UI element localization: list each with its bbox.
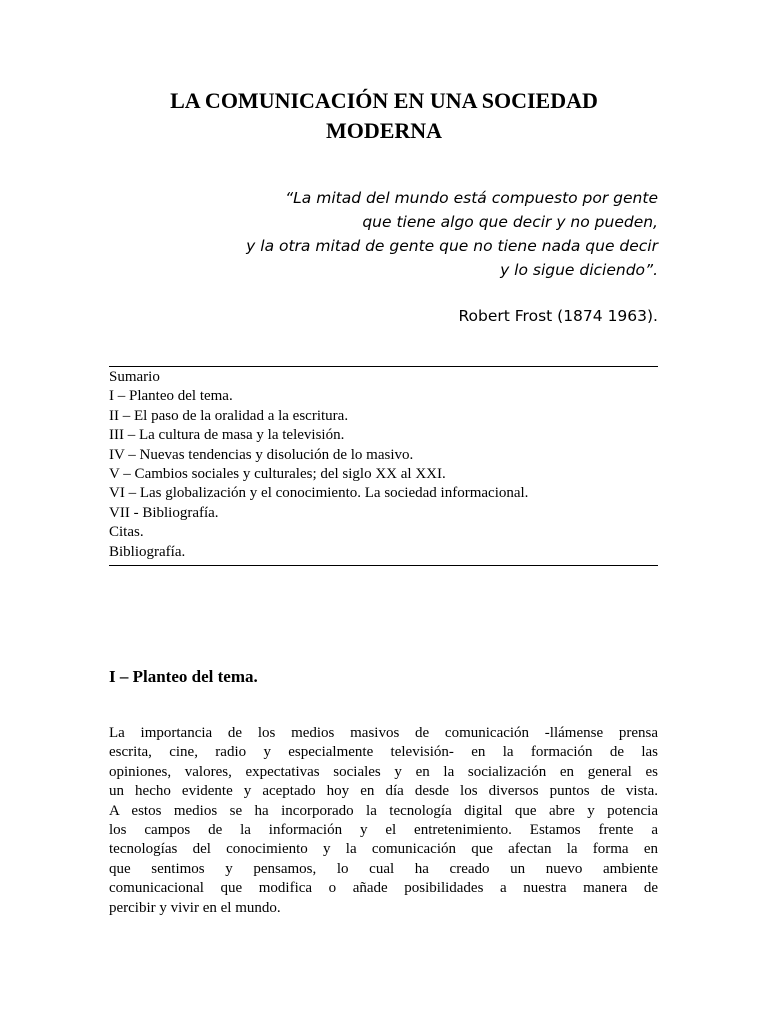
summary-item: II – El paso de la oralidad a la escritura. xyxy=(109,407,349,424)
title-line: MODERNA xyxy=(325,118,443,143)
paragraph-line: A estos medios se ha incorporado la tecnología digital que abre y potencia xyxy=(109,802,658,819)
summary-heading: Sumario xyxy=(109,369,160,385)
epigraph-line: y la otra mitad de gente que no tiene nada que decir xyxy=(246,237,658,255)
epigraph-line: que tiene algo que decir y no pueden, xyxy=(362,213,658,231)
summary-bottom-rule xyxy=(109,565,658,566)
summary-top-rule xyxy=(109,366,658,367)
paragraph-line: comunicacional que modifica o añade posibilidades a nuestra manera de xyxy=(109,880,658,897)
paragraph-line: un hecho evidente y aceptado hoy en día desde los diversos puntos de vista. xyxy=(109,783,658,800)
summary-item: I – Planteo del tema. xyxy=(109,388,233,405)
summary-item: Bibliografía. xyxy=(109,543,186,560)
paragraph-line: percibir y vivir en el mundo. xyxy=(109,899,281,916)
paragraph-line: escrita, cine, radio y especialmente televisión- en la formación de las xyxy=(109,744,658,761)
section-heading: I – Planteo del tema. xyxy=(109,667,258,686)
paragraph-line: tecnologías del conocimiento y la comunicación que afectan la forma en xyxy=(109,841,658,858)
title-line: LA COMUNICACIÓN EN UNA SOCIEDAD xyxy=(170,88,598,113)
summary-list xyxy=(109,368,658,562)
summary-item: IV – Nuevas tendencias y disolución de lo masivo. xyxy=(109,446,414,463)
epigraph-line: y lo sigue diciendo”. xyxy=(500,261,658,279)
paragraph-line: los campos de la información y el entretenimiento. Estamos frente a xyxy=(109,822,658,839)
paragraph-line: La importancia de los medios masivos de comunicación -llámense prensa xyxy=(109,725,658,741)
document-title xyxy=(100,86,668,146)
summary-item: Citas. xyxy=(109,524,144,541)
summary-item: III – La cultura de masa y la televisión. xyxy=(109,427,345,444)
body-paragraph xyxy=(109,724,658,918)
summary-item: VII - Bibliografía. xyxy=(109,504,219,521)
summary-item: VI – Las globalización y el conocimiento. La sociedad informacional. xyxy=(109,485,529,502)
epigraph-line: “La mitad del mundo está compuesto por gente xyxy=(285,189,658,207)
paragraph-line: que sentimos y pensamos, lo cual ha creado un nuevo ambiente xyxy=(109,860,658,877)
epigraph-quote xyxy=(138,186,658,282)
paragraph-line: opiniones, valores, expectativas sociales y en la socialización en general es xyxy=(109,763,658,780)
epigraph-author: Robert Frost (1874 1963). xyxy=(458,307,658,325)
summary-item: V – Cambios sociales y culturales; del siglo XX al XXI. xyxy=(109,466,446,483)
